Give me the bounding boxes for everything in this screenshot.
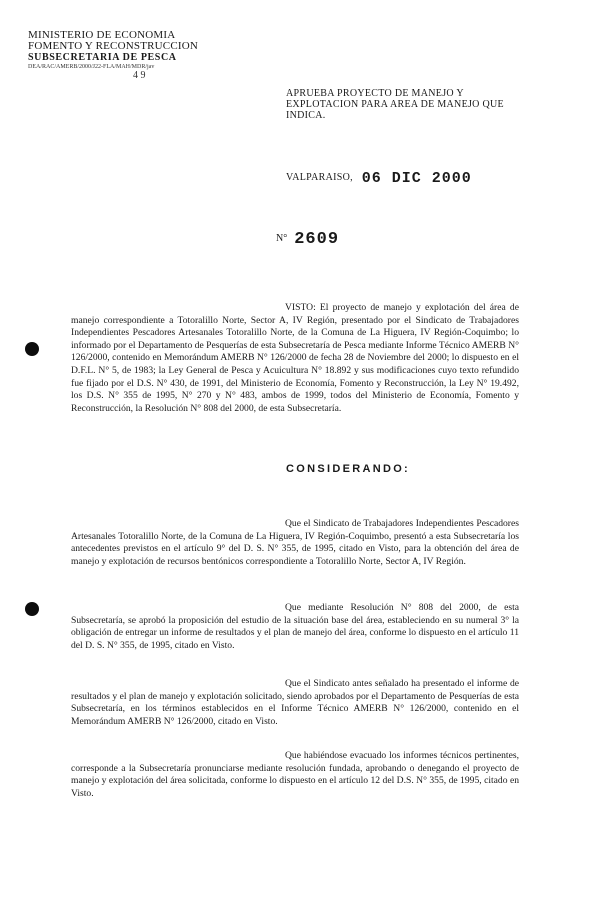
- punch-hole-top: [25, 342, 39, 356]
- letterhead: [28, 30, 228, 81]
- punch-hole-bottom: [25, 602, 39, 616]
- subsecretaria-line: SUBSECRETARIA DE PESCA: [28, 52, 177, 63]
- document-subject: APRUEBA PROYECTO DE MANEJO Y EXPLOTACION PARA AREA DE MANEJO QUE INDICA.: [286, 88, 504, 121]
- ministry-line-2: FOMENTO Y RECONSTRUCCION: [28, 40, 199, 52]
- ministry-line-1: MINISTERIO DE ECONOMIA: [28, 29, 176, 41]
- considerando-paragraph-4: Que habiéndose evacuado los informes técnicos pertinentes, corresponde a la Subsecretaría pronunciarse mediante resolución fundada, aprobando o denegando el proyecto de manejo y explotación del área solicitada, conforme lo dispuesto en el artículo 12 del D.S. N° 355, de 1995, citado en Visto.: [71, 750, 519, 799]
- considerando-heading: CONSIDERANDO:: [286, 463, 411, 475]
- city: VALPARAISO,: [286, 172, 353, 183]
- resolution-number-value: 2609: [294, 230, 340, 249]
- visto-paragraph: VISTO: El proyecto de manejo y explotación del área de manejo correspondiente a Totoralillo Norte, Sector A, IV Región, presentado por el Sindicato de Trabajadores Independientes Pescadores Artesanales Totoralillo Norte, de la Comuna de La Higuera, IV Región-Coquimbo; lo informado por el Departamento de Pesquerías de esta Subsecretaría de Pesca mediante Informe Técnico AMERB N° 126/2000, contenido en Memorándum AMERB N° 126/2000 de fecha 28 de Noviembre del 2000; lo dispuesto en el D.F.L. N° 5, de 1983; la Ley General de Pesca y Acuicultura N° 18.892 y sus modificaciones cuyo texto refundido fue fijado por el D.S. N° 430, de 1991, del Ministerio de Economía, Fomento y Reconstrucción, la Ley N° 19.492, los D.S. N° 355 de 1995, N° 270 y N° 483, ambos de 1999, todos del Ministerio de Economía, Fomento y Reconstrucción, la Resolución N° 808 del 2000, de esta Subsecretaría.: [71, 302, 519, 414]
- considerando-paragraph-1: Que el Sindicato de Trabajadores Independientes Pescadores Artesanales Totoralillo Norte, de la Comuna de La Higuera, IV Región-Coquimbo, presentó a esta Subsecretaría los antecedentes previstos en el artículo 9° del D. S. N° 355, de 1995, citado en Visto, para la obtención del área de manejo y explotación de recursos bentónicos correspondiente a Totoralillo Norte, Sector A, IV Región.: [71, 518, 519, 567]
- considerando-paragraph-2: Que mediante Resolución N° 808 del 2000, de esta Subsecretaría, se aprobó la proposición del estudio de la situación base del área, estableciendo en su numeral 3° la obligación de entregar un informe de resultados y el plan de manejo del área, conforme lo dispuesto en el artículo 11 del D. S. N° 355, de 1995, citado en Visto.: [71, 602, 519, 651]
- reference-code: DEA/RAC/AMERB/2000/J22-FLA/MAH/MDR/jav: [28, 64, 155, 70]
- resolution-number-label: N°: [276, 233, 288, 244]
- dateline: [286, 170, 486, 187]
- handwritten-mark: 4 9: [133, 70, 146, 81]
- considerando-paragraph-3: Que el Sindicato antes señalado ha presentado el informe de resultados y el plan de manejo y explotación solicitado, siendo aprobados por el Departamento de Pesquerías de esta Subsecretaría, en los términos establecidos en el Informe Técnico AMERB N° 126/2000, contenido en el Memorándum AMERB N° 126/2000, citado en Visto.: [71, 678, 519, 727]
- resolution-number: [276, 230, 396, 249]
- date-stamp: 06 DIC 2000: [361, 170, 472, 187]
